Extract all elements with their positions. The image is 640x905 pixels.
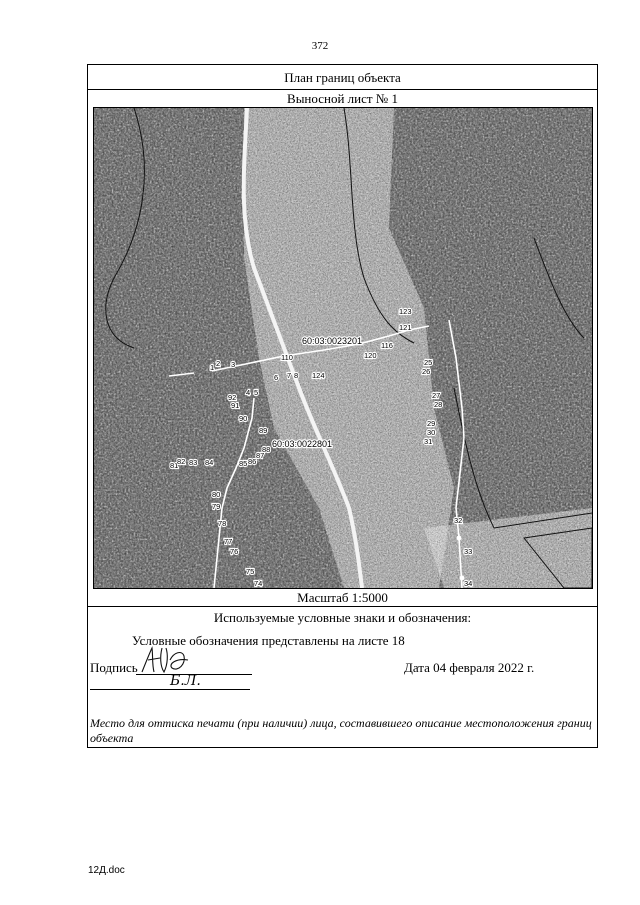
point-label: 92 bbox=[228, 393, 237, 402]
point-label: 25 bbox=[424, 358, 433, 367]
boundary-node bbox=[457, 536, 462, 541]
point-label: 87 bbox=[256, 451, 265, 460]
initials-line bbox=[90, 689, 250, 690]
parcel-label: 60:03:0022801 bbox=[272, 439, 333, 449]
point-label: 29 bbox=[427, 419, 436, 428]
point-label: 90 bbox=[239, 414, 248, 423]
map-canvas bbox=[94, 108, 592, 588]
stamp-note: Место для оттиска печати (при наличии) лица, составившего описание местоположения границ объекта bbox=[90, 716, 592, 745]
point-label: 84 bbox=[205, 458, 214, 467]
point-label: 34 bbox=[464, 579, 473, 588]
point-label: 82 bbox=[177, 457, 186, 466]
legend-title: Используемые условные знаки и обозначения: bbox=[213, 610, 472, 625]
parcel-label: 60:03:0023201 bbox=[302, 336, 363, 346]
point-label: 83 bbox=[189, 458, 198, 467]
initials-row bbox=[88, 673, 597, 693]
point-label: 76 bbox=[230, 547, 239, 556]
point-label: 121 bbox=[399, 323, 412, 332]
point-label: 26 bbox=[422, 367, 431, 376]
point-label: 8 bbox=[294, 371, 299, 380]
file-name: 12Д.doc bbox=[88, 865, 125, 876]
point-label: 3 bbox=[231, 360, 236, 369]
point-label: 123 bbox=[399, 307, 412, 316]
point-label: 5 bbox=[254, 388, 259, 397]
point-label: 1 bbox=[210, 363, 215, 372]
signer-initials: Б.Л. bbox=[170, 673, 201, 689]
point-label: 27 bbox=[432, 391, 441, 400]
point-label: 6 bbox=[274, 373, 279, 382]
boundary-plan-frame bbox=[87, 64, 598, 748]
point-label: 32 bbox=[454, 516, 463, 525]
point-label: 78 bbox=[218, 519, 227, 528]
point-label: 2 bbox=[216, 359, 221, 368]
point-label: 110 bbox=[281, 353, 293, 362]
point-label: 89 bbox=[259, 426, 268, 435]
point-label: 75 bbox=[246, 567, 255, 576]
signature-label: Подпись bbox=[90, 660, 138, 675]
plan-title: План границ объекта bbox=[88, 65, 597, 90]
point-label: 33 bbox=[464, 547, 473, 556]
point-label: 91 bbox=[231, 401, 240, 410]
sheet-subtitle: Выносной лист № 1 bbox=[287, 91, 398, 106]
point-label: 31 bbox=[424, 437, 433, 446]
handwritten-signature bbox=[138, 642, 192, 676]
point-label: 30 bbox=[427, 428, 436, 437]
point-label: 74 bbox=[254, 579, 263, 588]
point-label: 116 bbox=[381, 341, 393, 350]
point-label: 120 bbox=[364, 351, 377, 360]
date-label: Дата 04 февраля 2022 г. bbox=[404, 660, 535, 675]
point-label: 88 bbox=[262, 445, 271, 454]
point-label: 28 bbox=[434, 400, 443, 409]
legend-text: Условные обозначения представлены на листе 18 bbox=[132, 633, 405, 648]
point-label: 7 bbox=[287, 371, 292, 380]
point-label: 86 bbox=[248, 457, 257, 466]
point-label: 4 bbox=[246, 388, 251, 397]
page-number: 372 bbox=[311, 40, 329, 52]
point-label: 80 bbox=[212, 490, 221, 499]
point-label: 124 bbox=[312, 371, 325, 380]
point-label: 77 bbox=[224, 537, 233, 546]
satellite-map bbox=[93, 107, 593, 589]
map-scale: Масштаб 1:5000 bbox=[88, 589, 597, 607]
point-label: 81 bbox=[170, 461, 179, 470]
point-label: 85 bbox=[239, 459, 248, 468]
point-label: 79 bbox=[212, 502, 221, 511]
signature-row bbox=[88, 658, 597, 678]
